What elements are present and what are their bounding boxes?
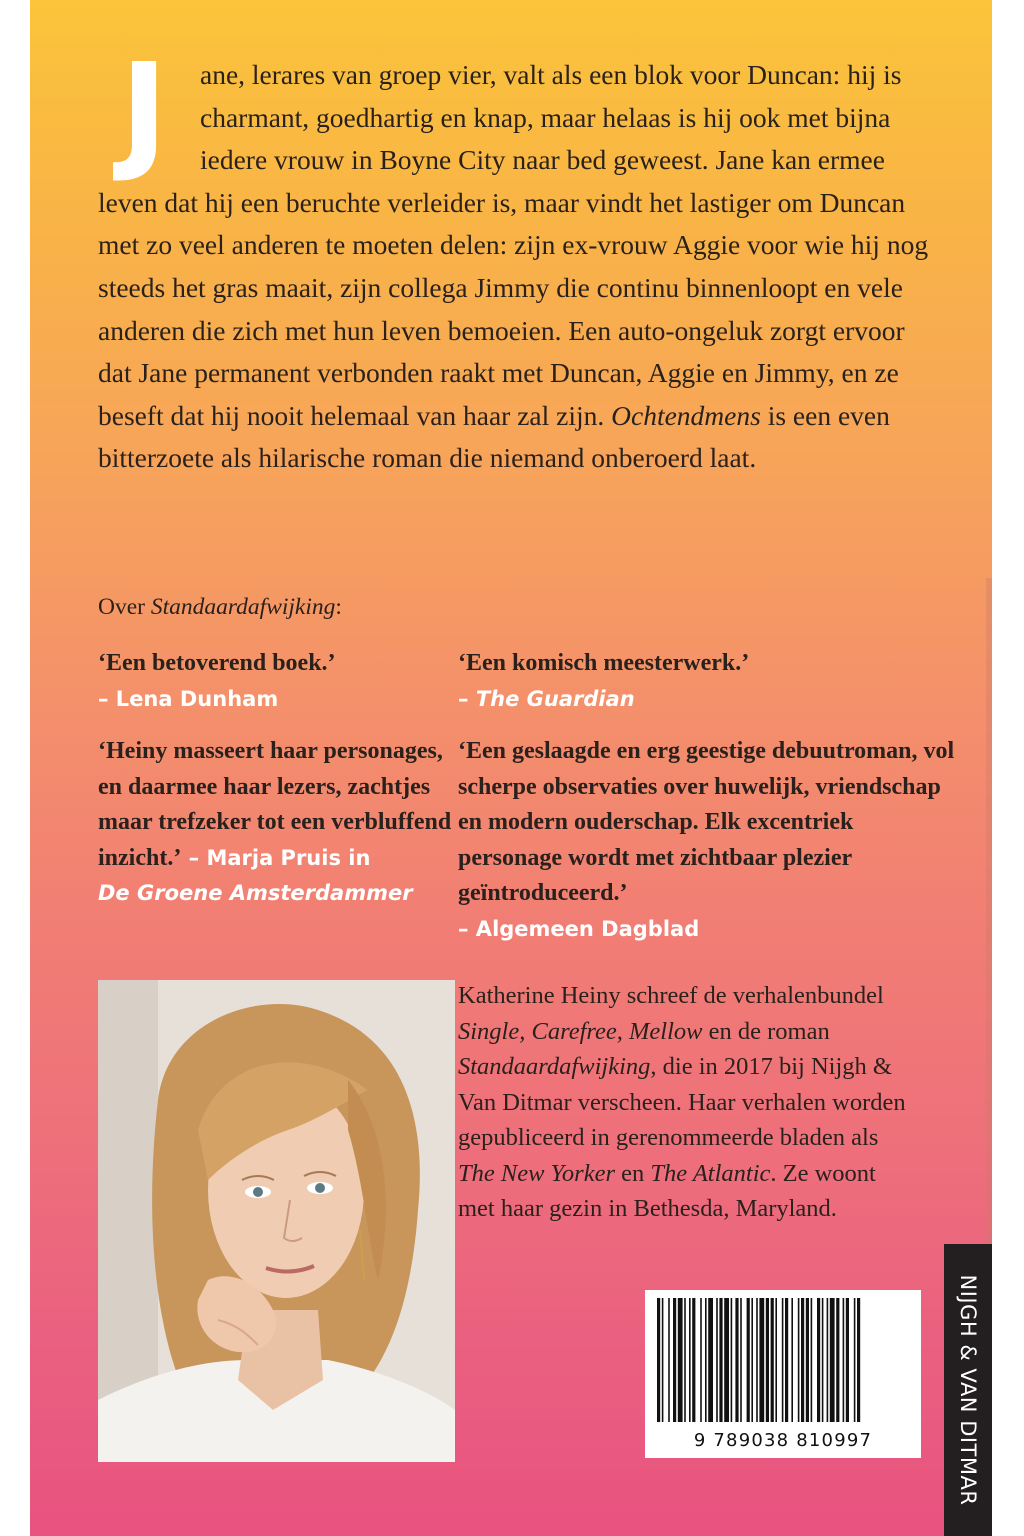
- reviews-intro-suffix: :: [335, 594, 342, 620]
- barcode-bar: [801, 1298, 804, 1422]
- barcode-bar: [843, 1298, 845, 1422]
- barcode-bar: [689, 1298, 691, 1422]
- barcode-bar: [782, 1298, 784, 1422]
- author-photo: [98, 980, 455, 1462]
- author-book-title: Single, Carefree, Mellow: [458, 1017, 703, 1045]
- barcode-bar: [662, 1298, 664, 1422]
- author-bio-text: en: [615, 1159, 651, 1187]
- barcode-bar: [684, 1298, 686, 1422]
- blurb-part-2: is een even bitterzoete als hilarische roman die niemand onberoerd laat.: [98, 399, 890, 474]
- barcode-bar: [724, 1298, 729, 1422]
- author-bio-text: Katherine Heiny schreef de verhalenbundel: [458, 982, 884, 1009]
- author-bio: [458, 978, 918, 1227]
- magazine-title: The Atlantic: [650, 1159, 771, 1187]
- barcode-bar: [678, 1298, 683, 1422]
- magazine-title: The New Yorker: [458, 1159, 616, 1187]
- review-quote-3: [98, 734, 468, 912]
- book-back-cover: [30, 0, 992, 1536]
- review-quote-2: [458, 646, 958, 717]
- barcode-bar: [830, 1298, 835, 1422]
- review-attribution: [458, 687, 635, 711]
- blurb-part-1: ane, lerares van groep vier, valt als een blok voor Duncan: hij is charmant, goedhartig en knap, maar helaas is hij ook met bijna iedere vrouw in Boyne City naar bed geweest. Jane kan ermee leven dat hij een beruchte verleider is, maar vindt het lastiger om Duncan met zo veel anderen te moeten delen: zijn ex-vrouw Aggie voor wie hij nog steeds het gras maait, zijn collega Jimmy die continu binnenloopt en vele anderen die zich met hun leven bemoeien. Een auto-ongeluk zorgt ervoor dat Jane permanent verbonden raakt met Duncan, Aggie en Jimmy, en ze beseft dat hij nooit helemaal van haar zal zijn.: [98, 59, 929, 431]
- barcode-bar: [817, 1298, 820, 1422]
- publisher-tab: [944, 1244, 992, 1536]
- barcode-bar: [708, 1298, 713, 1422]
- barcode-bar: [785, 1298, 788, 1422]
- barcode-bar: [766, 1298, 769, 1422]
- review-quote-text: ‘Een geslaagde en erg geestige debuutroman, vol scherpe observaties over huwelijk, vriendschap en modern ouderschap. Elk excentriek personage wordt met zichtbaar plezier geïntroduceerd.’: [458, 738, 955, 906]
- review-attribution-source: De Groene Amsterdammer: [98, 881, 413, 905]
- barcode-bar: [827, 1298, 829, 1422]
- barcode-bar: [719, 1298, 722, 1422]
- review-quote-text: ‘Heiny masseert haar personages, en daarmee haar lezers, zachtjes maar trefzeker tot een verbluffend inzicht.’: [98, 738, 452, 871]
- review-quote-text: ‘Een komisch meesterwerk.’: [458, 650, 750, 676]
- publisher-name: NIJGH & VAN DITMAR: [956, 1274, 980, 1506]
- barcode-bar: [798, 1298, 800, 1422]
- review-attribution: – Algemeen Dagblad: [458, 916, 700, 941]
- isbn-barcode: [645, 1290, 921, 1458]
- barcode-bar: [771, 1298, 774, 1422]
- barcode-bar: [700, 1298, 702, 1422]
- barcode-bar: [740, 1298, 742, 1422]
- barcode-bar: [668, 1298, 670, 1422]
- author-bio-text: en de roman: [702, 1017, 830, 1045]
- barcode-bar: [806, 1298, 809, 1422]
- barcode-bar: [811, 1298, 813, 1422]
- barcode-bar: [747, 1298, 750, 1422]
- barcode-bar: [775, 1298, 777, 1422]
- page-edge: [992, 0, 1024, 1536]
- barcode-bar: [731, 1298, 733, 1422]
- barcode-bar: [716, 1298, 718, 1422]
- barcode-bar: [756, 1298, 758, 1422]
- blurb-text: [98, 37, 938, 480]
- author-portrait-illustration: [98, 980, 455, 1462]
- isbn-number: 9 789038 810997: [693, 1430, 873, 1451]
- review-attribution-prefix: –: [458, 686, 476, 711]
- barcode-bar: [822, 1298, 824, 1422]
- barcode-bar: [657, 1298, 660, 1422]
- review-attribution-source: The Guardian: [475, 686, 635, 711]
- review-attribution: – Lena Dunham: [98, 686, 279, 711]
- barcode-bars: [653, 1298, 913, 1426]
- reviews-intro-title: Standaardafwijking: [150, 594, 336, 620]
- barcode-bar: [836, 1298, 839, 1422]
- author-bio-text: , die in 2017 bij Nijgh & Van Ditmar verscheen. Haar verhalen worden gepubliceerd in gerenommeerde bladen als: [458, 1053, 906, 1151]
- author-bio-text: . Ze woont met haar gezin in Bethesda, Maryland.: [458, 1159, 876, 1222]
- barcode-bar: [854, 1298, 856, 1422]
- review-quote-text: ‘Een betoverend boek.’: [98, 650, 336, 676]
- barcode-bar: [705, 1298, 707, 1422]
- barcode-bar: [751, 1298, 753, 1422]
- barcode-bar: [692, 1298, 695, 1422]
- drop-cap: J: [120, 37, 168, 186]
- author-book-title: Standaardafwijking: [458, 1053, 651, 1080]
- barcode-bar: [673, 1298, 676, 1422]
- review-quote-1: [98, 646, 478, 717]
- reviews-intro-prefix: Over: [98, 594, 151, 620]
- reviews-intro: [98, 594, 342, 621]
- blurb-book-title: Ochtendmens: [611, 399, 761, 431]
- barcode-bar: [791, 1298, 793, 1422]
- barcode-bar: [857, 1298, 860, 1422]
- barcode-bar: [735, 1298, 738, 1422]
- barcode-bar: [759, 1298, 764, 1422]
- barcode-bar: [846, 1298, 849, 1422]
- review-attribution: – Marja Pruis in: [181, 845, 371, 870]
- review-quote-4: [458, 734, 958, 947]
